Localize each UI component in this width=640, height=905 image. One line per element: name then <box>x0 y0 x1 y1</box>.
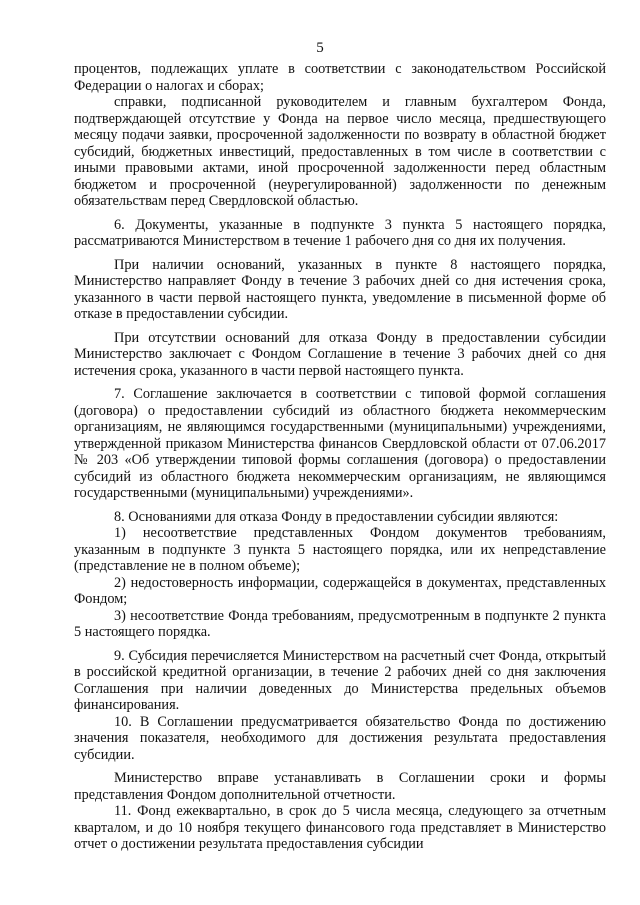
page-number: 5 <box>316 40 324 56</box>
paragraph: 3) несоответствие Фонда требованиям, предусмотренным в подпункте 2 пункта 5 настоящего порядка. <box>74 607 606 640</box>
paragraph: 1) несоответствие представленных Фондом документов требованиям, указанным в подпункте 3 пункта 5 настоящего порядка, или их непредставление (представление не в полном объеме); <box>74 525 606 574</box>
paragraph: При наличии оснований, указанных в пункте 8 настоящего порядка, Министерство направляет Фонду в течение 3 рабочих дней со дня истечения срока, указанного в части первой настоящего пункта, уведомление в письменной форме об отказе в предоставлении субсидии. <box>74 256 606 322</box>
paragraph: 7. Соглашение заключается в соответствии с типовой формой соглашения (договора) о предоставлении субсидий из областного бюджета некоммерческим организациям, не являющимся государственными (муниципальными) учреждениями, утвержденной приказом Министерства финансов Свердловской области от 07.06.2017 № 203 «Об утверждении типовой формы соглашения (договора) о предоставлении субсидий из областного бюджета некоммерческим организациям, не являющимся государственными (муниципальными) учреждениями». <box>74 386 606 501</box>
paragraph: 8. Основаниями для отказа Фонду в предоставлении субсидии являются: <box>114 508 559 525</box>
paragraph: справки, подписанной руководителем и главным бухгалтером Фонда, подтверждающей отсутствие у Фонда на первое число месяца, предшествующего месяцу подачи заявки, просроченной задолженности по возврату в областной бюджет субсидий, бюджетных инвестиций, предоставленных в том числе в соответствии с иными правовыми актами, иной просроченной задолженности перед областным бюджетом и просроченной (неурегулированной) задолженности по денежным обязательствам перед Свердловской областью. <box>74 94 606 209</box>
document-body <box>74 61 606 853</box>
paragraph: 6. Документы, указанные в подпункте 3 пункта 5 настоящего порядка, рассматриваются Министерством в течение 1 рабочего дня со дня их получения. <box>74 216 606 249</box>
paragraph: процентов, подлежащих уплате в соответствии с законодательством Российской Федерации о налогах и сборах; <box>74 61 606 94</box>
paragraph: При отсутствии оснований для отказа Фонду в предоставлении субсидии Министерство заключает с Фондом Соглашение в течение 3 рабочих дней со дня истечения срока, указанного в части первой настоящего пункта. <box>74 329 606 379</box>
paragraph: Министерство вправе устанавливать в Соглашении сроки и формы представления Фондом дополнительной отчетности. <box>74 770 606 803</box>
paragraph: 2) недостоверность информации, содержащейся в документах, представленных Фондом; <box>74 574 606 607</box>
paragraph: 11. Фонд ежеквартально, в срок до 5 числа месяца, следующего за отчетным кварталом, и до 10 ноября текущего финансового года представляет в Министерство отчет о достижении результата предоставления субсидии <box>74 803 606 852</box>
paragraph: 9. Субсидия перечисляется Министерством на расчетный счет Фонда, открытый в российской кредитной организации, в течение 2 рабочих дней со дня заключения Соглашения при наличии доведенных до Министерства предельных объемов финансирования. <box>74 647 606 713</box>
paragraph: 10. В Соглашении предусматривается обязательство Фонда по достижению значения показателя, необходимого для достижения результата предоставления субсидии. <box>74 713 606 763</box>
